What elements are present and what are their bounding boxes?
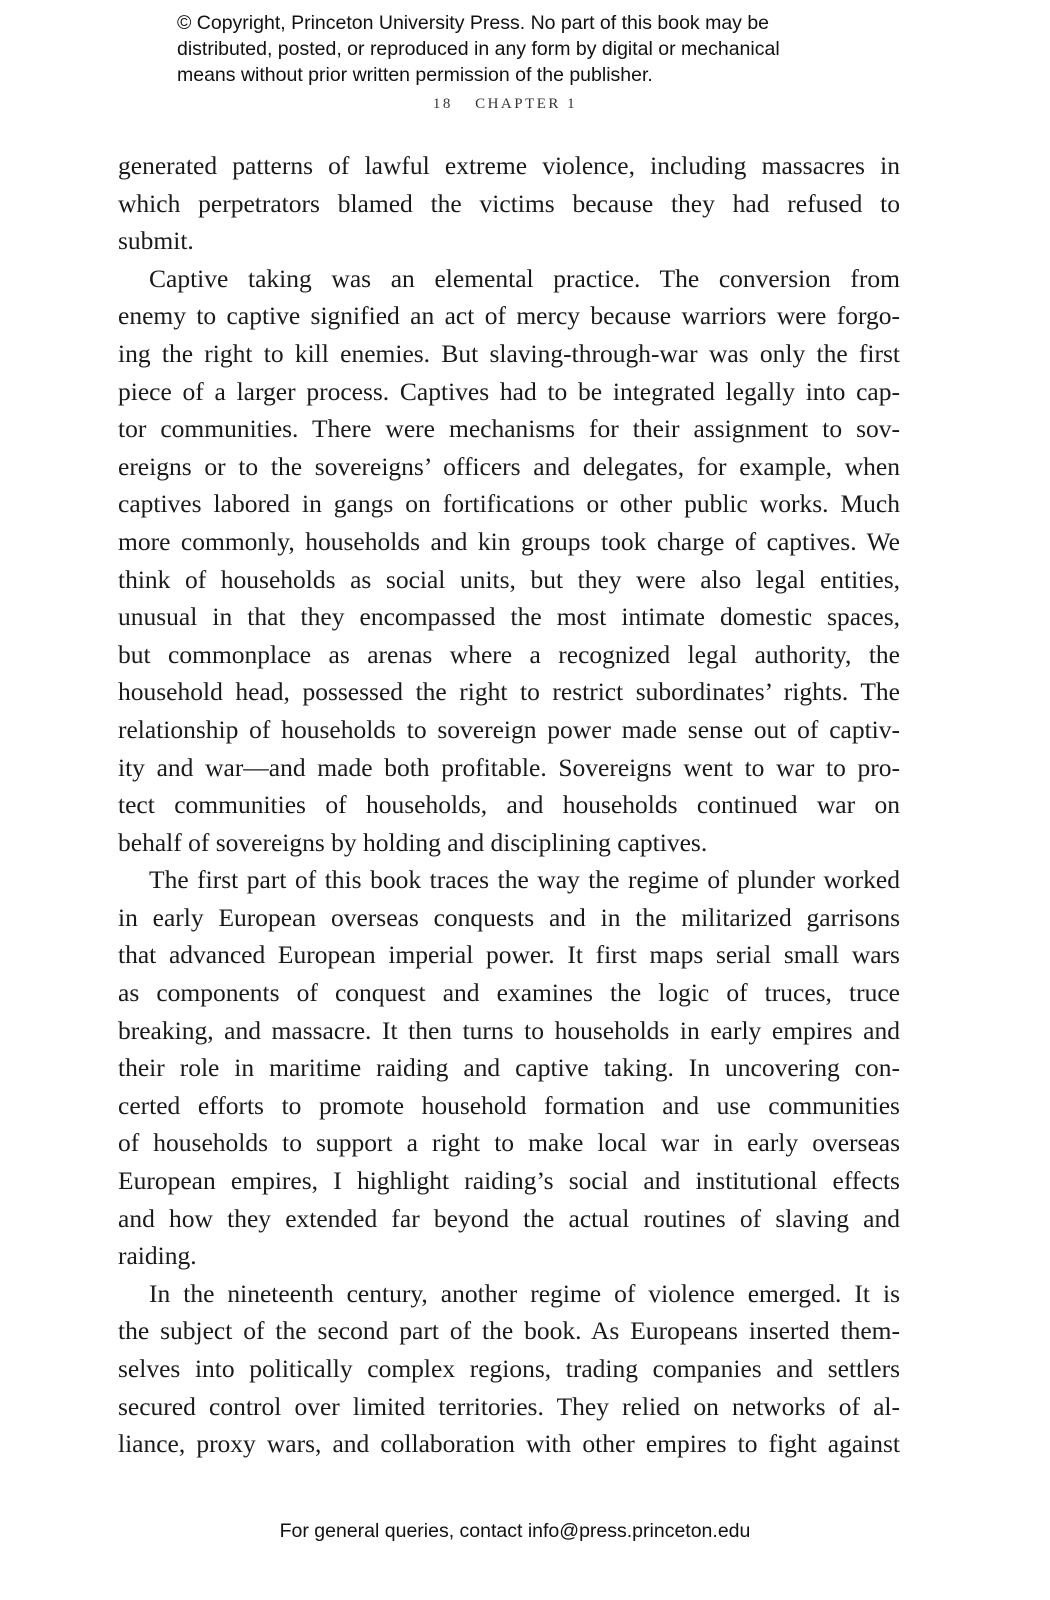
text-line: that advanced European imperial power. It first maps serial small wars (118, 940, 900, 970)
text-line: their role in maritime raiding and captive taking. In uncovering con- (118, 1053, 900, 1083)
text-line: European empires, I highlight raiding’s social and institutional effects (118, 1166, 900, 1196)
text-line: secured control over limited territories. They relied on networks of al- (118, 1391, 900, 1421)
paragraph (118, 260, 900, 862)
copyright-notice (177, 10, 780, 88)
paragraph (118, 147, 900, 260)
text-line: raiding. (118, 1241, 197, 1271)
text-line: tor communities. There were mechanisms for their assignment to sov- (118, 414, 900, 444)
text-line: behalf of sovereigns by holding and disciplining captives. (118, 827, 708, 857)
text-line: of households to support a right to make local war in early overseas (118, 1128, 900, 1158)
text-line: captives labored in gangs on fortifications or other public works. Much (118, 489, 900, 519)
paragraph (118, 861, 900, 1275)
text-line: The first part of this book traces the way the regime of plunder worked (149, 865, 900, 895)
page-number: 18 (432, 96, 453, 112)
text-line: Captive taking was an elemental practice. The conversion from (149, 263, 900, 293)
text-line: liance, proxy wars, and collaboration with other empires to fight against (118, 1429, 900, 1459)
copyright-line: © Copyright, Princeton University Press. No part of this book may be (177, 12, 770, 34)
text-line: ing the right to kill enemies. But slaving-through-war was only the first (118, 338, 900, 368)
text-line: tect communities of households, and households continued war on (118, 790, 900, 820)
text-line: more commonly, households and kin groups took charge of captives. We (118, 526, 900, 556)
text-line: generated patterns of lawful extreme violence, including massacres in (118, 151, 900, 180)
text-line: selves into politically complex regions, trading companies and settlers (118, 1354, 900, 1383)
text-line: in early European overseas conquests and in the militarized garrisons (118, 902, 900, 932)
copyright-line: distributed, posted, or reproduced in any form by digital or mechanical (177, 38, 780, 60)
body-text (118, 147, 900, 1463)
text-line: think of households as social units, but they were also legal entities, (118, 564, 900, 594)
text-line: as components of conquest and examines the logic of truces, truce (118, 978, 900, 1008)
text-line: but commonplace as arenas where a recognized legal authority, the (118, 639, 900, 669)
text-line: and how they extended far beyond the actual routines of slaving and (118, 1203, 900, 1233)
text-line: breaking, and massacre. It then turns to households in early empires and (118, 1015, 900, 1045)
text-line: enemy to captive signified an act of mercy because warriors were forgo- (118, 301, 900, 331)
paragraph (118, 1275, 900, 1463)
text-line: certed efforts to promote household formation and use communities (118, 1090, 900, 1120)
text-line: ity and war—and made both profitable. Sovereigns went to war to pro- (118, 752, 900, 782)
running-head (0, 96, 1010, 113)
chapter-label: CHAPTER 1 (475, 96, 578, 112)
text-line: In the nineteenth century, another regime of violence emerged. It is (149, 1278, 900, 1308)
text-line: piece of a larger process. Captives had to be integrated legally into cap- (118, 376, 900, 406)
text-line: the subject of the second part of the book. As Europeans inserted them- (118, 1316, 900, 1346)
copyright-line: means without prior written permission of the publisher. (177, 64, 653, 86)
text-line: household head, possessed the right to restrict subordinates’ rights. The (118, 677, 900, 707)
footer-contact: For general queries, contact info@press.princeton.edu (279, 1520, 751, 1542)
text-line: relationship of households to sovereign power made sense out of captiv- (118, 714, 900, 744)
text-line: ereigns or to the sovereigns’ officers and delegates, for example, when (118, 451, 900, 481)
text-line: submit. (118, 226, 194, 256)
text-line: unusual in that they encompassed the most intimate domestic spaces, (118, 602, 900, 632)
text-line: which perpetrators blamed the victims because they had refused to (118, 188, 900, 218)
